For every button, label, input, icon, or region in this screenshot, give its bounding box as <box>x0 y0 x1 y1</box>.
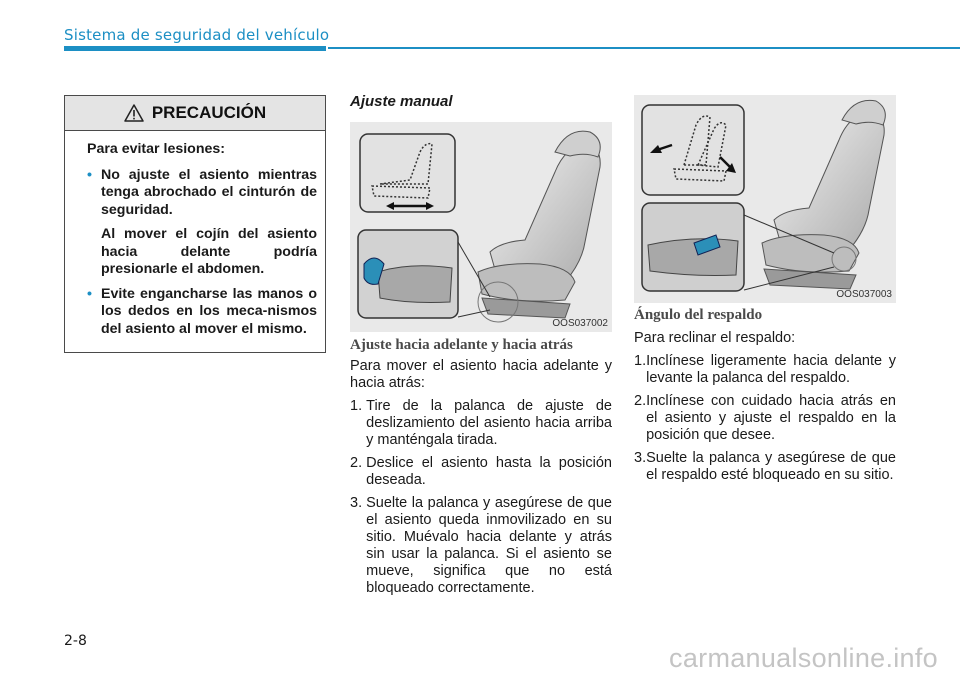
backrest-heading: Ángulo del respaldo <box>634 307 763 323</box>
forward-back-section <box>350 358 612 603</box>
backrest-step <box>634 353 896 387</box>
step-text: Inclínese ligeramente hacia delante y levante la palanca del respaldo. <box>646 353 896 386</box>
forward-back-intro: Para mover el asiento hacia adelante y hacia atrás: <box>350 358 612 391</box>
forward-back-heading: Ajuste hacia adelante y hacia atrás <box>350 337 573 353</box>
bullet-dot-icon: • <box>87 285 92 302</box>
bullet-dot-icon: • <box>87 166 92 183</box>
step-text: Suelte la palanca y asegúrese de que el respaldo esté bloqueado en su sitio. <box>646 450 896 483</box>
step-text: Inclínese con cuidado hacia atrás en el asiento y ajuste el respaldo en la posición que desee. <box>646 393 896 443</box>
step-text: Tire de la palanca de ajuste de deslizamiento del asiento hacia arriba y manténgala tirada. <box>366 398 612 448</box>
page-number: 2-8 <box>64 633 87 649</box>
seat-recline-illustration <box>634 95 896 303</box>
step-text: Suelte la palanca y asegúrese de que el asiento queda inmovilizado en su sitio. Muévalo hacia delante y atrás sin usar la palanca. Si el asiento se mueve, significa que no está bloqueado correctamente. <box>366 495 612 596</box>
step-number: 3. <box>634 450 647 466</box>
seat-recline-image <box>634 95 896 303</box>
section-title: Sistema de seguridad del vehículo <box>64 26 330 44</box>
forward-back-step <box>350 398 612 449</box>
step-number: 1. <box>350 398 367 414</box>
caution-box <box>64 95 326 353</box>
header-rule <box>328 47 960 49</box>
caution-intro: Para evitar lesiones: <box>87 141 226 157</box>
figure-code: OOS037002 <box>552 318 608 329</box>
caution-title: PRECAUCIÓN <box>151 103 267 122</box>
backrest-section <box>634 330 896 490</box>
watermark: carmanualsonline.info <box>669 643 938 673</box>
step-number: 2. <box>634 393 647 409</box>
backrest-intro: Para reclinar el respaldo: <box>634 330 796 346</box>
caution-bullet-continuation: Al mover el cojín del asiento hacia delante podría presionarle el abdomen. <box>101 226 317 277</box>
caution-header <box>65 96 325 131</box>
forward-back-step <box>350 495 612 597</box>
caution-bullet <box>87 167 317 220</box>
caution-bullet-text: Evite engancharse las manos o los dedos en los meca-nismos del asiento al mover el mismo. <box>101 285 317 337</box>
step-number: 3. <box>350 495 367 511</box>
warning-triangle-icon <box>124 104 144 122</box>
step-number: 2. <box>350 455 367 471</box>
step-text: Deslice el asiento hasta la posición deseada. <box>366 455 612 488</box>
seat-slide-image <box>350 122 612 332</box>
seat-slide-illustration <box>350 122 612 332</box>
manual-adjust-subheading: Ajuste manual <box>350 93 453 110</box>
figure-code: OOS037003 <box>836 289 892 300</box>
backrest-step <box>634 450 896 484</box>
forward-back-step <box>350 455 612 489</box>
caution-body <box>65 131 325 338</box>
caution-bullet <box>87 286 317 339</box>
header-accent-bar <box>64 46 326 51</box>
caution-bullet-text: No ajuste el asiento mientras tenga abrochado el cinturón de seguridad. <box>101 166 317 218</box>
step-number: 1. <box>634 353 647 369</box>
backrest-step <box>634 393 896 444</box>
